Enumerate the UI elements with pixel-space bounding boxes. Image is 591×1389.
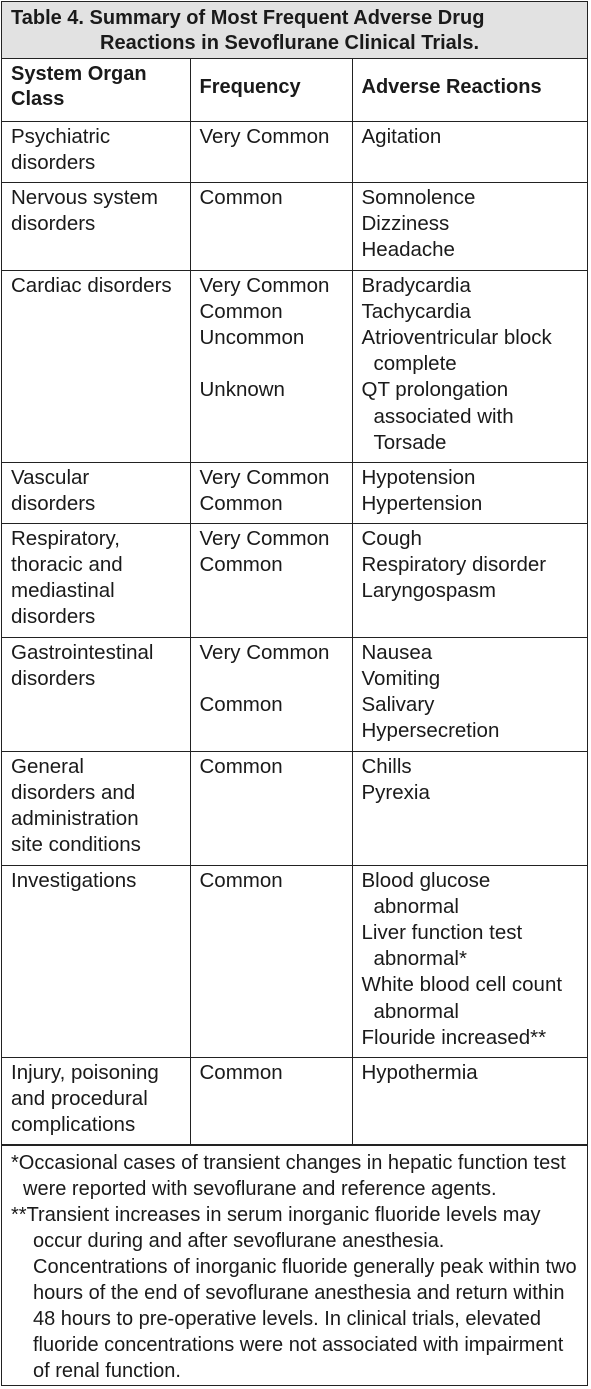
adverse-reaction-line: complete [373, 352, 457, 376]
footnote-hepatic: *Occasional cases of transient changes in hepatic function test were reported with sevoflurane and reference agents. [11, 1151, 566, 1200]
frequency-line: Common [199, 1060, 283, 1084]
adverse-reaction-line: Hypothermia [361, 1060, 478, 1084]
system-organ-class-line: and procedural [11, 1086, 148, 1110]
adverse-reaction-line: Chills [361, 754, 412, 778]
system-organ-class-line: disorders [11, 491, 96, 515]
table-row [2, 523, 587, 637]
adverse-reaction-line: abnormal [373, 894, 459, 918]
adverse-reactions-cell [352, 865, 587, 1057]
adverse-reaction-line: Somnolence [361, 185, 476, 209]
frequency-cell [190, 182, 352, 270]
system-organ-class-line: disorders and [11, 780, 136, 804]
system-organ-class-cell [2, 462, 190, 523]
table-row [2, 751, 587, 865]
system-organ-class-line: disorders [11, 666, 96, 690]
adverse-reaction-line: Bradycardia [361, 273, 471, 297]
table-row [2, 1057, 587, 1144]
table-row [2, 865, 587, 1057]
system-organ-class-line: administration [11, 806, 139, 830]
frequency-cell [190, 270, 352, 462]
adverse-reactions-cell [352, 121, 587, 182]
frequency-line: Common [199, 552, 283, 576]
adverse-reaction-line: abnormal* [373, 947, 467, 971]
system-organ-class-line: Respiratory, [11, 526, 120, 550]
table-row [2, 270, 587, 462]
adverse-reaction-line: Nausea [361, 640, 433, 664]
system-organ-class-line: thoracic and [11, 552, 123, 576]
table-row [2, 121, 587, 182]
adverse-reactions-cell [352, 751, 587, 865]
adverse-reaction-line: Agitation [361, 124, 442, 148]
adverse-reaction-line: Hypersecretion [361, 719, 500, 743]
frequency-line: Common [199, 185, 283, 209]
system-organ-class-line: disorders [11, 605, 96, 629]
adverse-reaction-line: Laryngospasm [361, 578, 496, 602]
table-row [2, 637, 587, 751]
header-frequency: Frequency [190, 59, 352, 121]
system-organ-class-cell [2, 121, 190, 182]
frequency-cell [190, 637, 352, 751]
system-organ-class-line: Vascular [11, 465, 90, 489]
adverse-reaction-line: Respiratory disorder [361, 552, 547, 576]
system-organ-class-cell [2, 270, 190, 462]
adverse-reaction-line: Vomiting [361, 666, 441, 690]
adverse-reaction-line: QT prolongation [361, 378, 509, 402]
table-title-line1: Table 4. Summary of Most Frequent Adverse Drug [11, 7, 485, 29]
adverse-reactions-cell [352, 182, 587, 270]
data-table [2, 59, 587, 1145]
adverse-reactions-cell [352, 637, 587, 751]
adverse-reactions-cell [352, 1057, 587, 1144]
adverse-reactions-cell [352, 523, 587, 637]
frequency-line: Common [199, 868, 283, 892]
system-organ-class-line: General [11, 754, 84, 778]
table-row [2, 182, 587, 270]
frequency-cell [190, 523, 352, 637]
frequency-line: Very Common [199, 526, 330, 550]
frequency-line: Common [199, 491, 283, 515]
adverse-reaction-line: Flouride increased** [361, 1025, 547, 1049]
frequency-line: Unknown [199, 378, 285, 402]
adverse-reaction-line: Cough [361, 526, 422, 550]
system-organ-class-cell [2, 637, 190, 751]
system-organ-class-line: Cardiac disorders [11, 273, 172, 297]
system-organ-class-cell [2, 1057, 190, 1144]
system-organ-class-line: disorders [11, 150, 96, 174]
table-title [2, 2, 587, 59]
frequency-line: Common [199, 299, 283, 323]
header-system-organ-class: System Organ Class [2, 59, 190, 121]
footnotes [2, 1145, 587, 1384]
frequency-line: Very Common [199, 273, 330, 297]
system-organ-class-line: Psychiatric [11, 124, 111, 148]
adverse-reaction-line: Salivary [361, 692, 435, 716]
system-organ-class-line: complications [11, 1112, 136, 1136]
header-row [2, 59, 587, 121]
adverse-reaction-line: Dizziness [361, 211, 450, 235]
footnote-fluoride: **Transient increases in serum inorganic fluoride levels may occur during and after sevoflurane anesthesia. Concentrations of inorganic fluoride generally peak within two hours of the end of sevoflurane anesthesia and return within 48 hours to pre-operative levels. In clinical trials, elevated fluoride concentrations were not associated with impairment of renal function. [11, 1203, 577, 1382]
table-row [2, 462, 587, 523]
adverse-reaction-line: Atrioventricular block [361, 325, 552, 349]
frequency-cell [190, 751, 352, 865]
adverse-reactions-table [1, 1, 588, 1386]
system-organ-class-line: Investigations [11, 868, 137, 892]
adverse-reaction-line: Torsade [373, 430, 447, 454]
adverse-reaction-line: associated with [373, 404, 514, 428]
system-organ-class-line: disorders [11, 211, 96, 235]
adverse-reaction-line: Hypertension [361, 491, 483, 515]
frequency-line: Uncommon [199, 325, 305, 349]
system-organ-class-cell [2, 182, 190, 270]
adverse-reaction-line: White blood cell count [361, 973, 563, 997]
system-organ-class-line: Nervous system [11, 185, 158, 209]
frequency-cell [190, 121, 352, 182]
frequency-line: Very Common [199, 640, 330, 664]
adverse-reactions-cell [352, 462, 587, 523]
system-organ-class-line: mediastinal [11, 578, 115, 602]
system-organ-class-line: Gastrointestinal [11, 640, 154, 664]
adverse-reaction-line: Pyrexia [361, 780, 430, 804]
table-title-line2: Reactions in Sevoflurane Clinical Trials. [100, 32, 480, 54]
frequency-line: Common [199, 754, 283, 778]
frequency-line [200, 666, 344, 692]
adverse-reaction-line: Headache [361, 237, 455, 261]
system-organ-class-cell [2, 523, 190, 637]
adverse-reaction-line: Blood glucose [361, 868, 491, 892]
frequency-line: Common [199, 692, 283, 716]
adverse-reaction-line: abnormal [373, 999, 459, 1023]
system-organ-class-line: Injury, poisoning [11, 1060, 159, 1084]
system-organ-class-cell [2, 865, 190, 1057]
frequency-line: Very Common [199, 465, 330, 489]
system-organ-class-cell [2, 751, 190, 865]
adverse-reaction-line: Hypotension [361, 465, 476, 489]
frequency-line: Very Common [199, 124, 330, 148]
frequency-cell [190, 1057, 352, 1144]
adverse-reaction-line: Tachycardia [361, 299, 471, 323]
frequency-cell [190, 462, 352, 523]
system-organ-class-line: site conditions [11, 833, 141, 857]
frequency-line [200, 351, 344, 377]
adverse-reaction-line: Liver function test [361, 920, 523, 944]
adverse-reactions-cell [352, 270, 587, 462]
header-adverse-reactions: Adverse Reactions [352, 59, 587, 121]
frequency-cell [190, 865, 352, 1057]
